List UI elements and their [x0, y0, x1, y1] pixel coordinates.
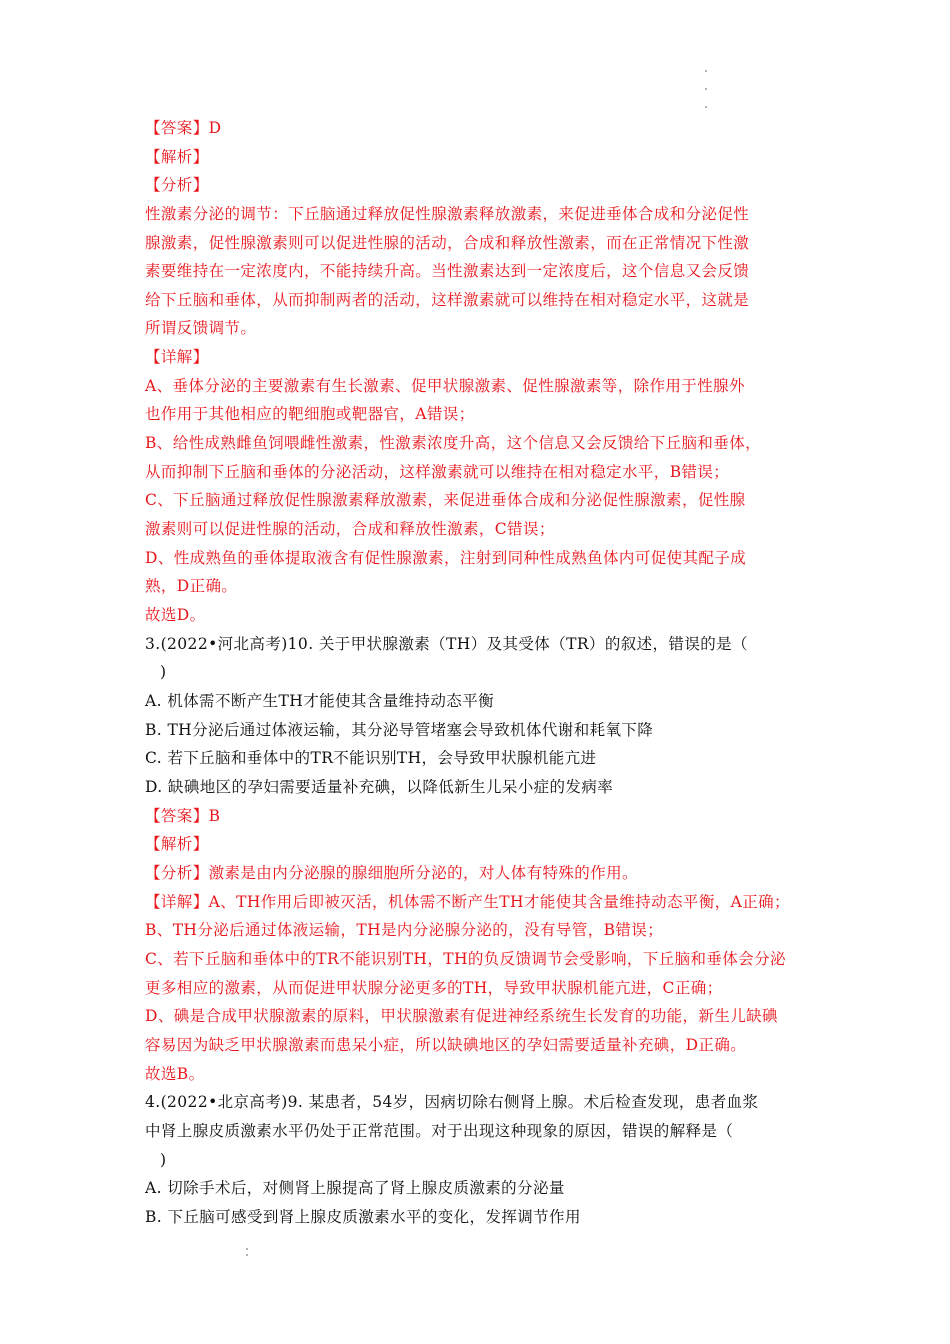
option-c: C. 若下丘脑和垂体中的TR不能识别TH，会导致甲状腺机能亢进: [145, 749, 597, 767]
detail-line: C、下丘脑通过释放促性腺激素释放激素，来促进垂体合成和分泌促性腺激素，促性腺: [145, 491, 746, 509]
detail-line: C、若下丘脑和垂体中的TR不能识别TH，TH的负反馈调节会受影响，下丘脑和垂体会分泌: [145, 950, 786, 968]
scan-mark: [705, 88, 707, 90]
scan-mark: [246, 1254, 248, 1256]
detail-line: 也作用于其他相应的靶细胞或靶器官，A错误；: [145, 405, 475, 423]
detail-line: 容易因为缺乏甲状腺激素而患呆小症，所以缺碘地区的孕妇需要适量补充碘，D正确。: [145, 1036, 747, 1054]
answer-line: [145, 806, 825, 826]
answer-value: D: [208, 119, 222, 137]
question-stem: 3.(2022•河北高考)10. 关于甲状腺激素（TH）及其受体（TR）的叙述，错误的是（: [145, 635, 748, 653]
scan-mark: [705, 70, 707, 72]
option-a: A. 机体需不断产生TH才能使其含量维持动态平衡: [145, 692, 495, 710]
conclusion: 故选B。: [145, 1065, 205, 1083]
detail-line: B、给性成熟雌鱼饲喂雌性激素，性激素浓度升高，这个信息又会反馈给下丘脑和垂体，: [145, 434, 761, 452]
answer-value: B: [208, 807, 221, 825]
fenxi-tag: 【分析】: [145, 864, 209, 882]
fenxi-line: 腺激素，促性腺激素则可以促进性腺的活动，合成和释放性激素，而在正常情况下性激: [145, 234, 750, 252]
question-stem: 4.(2022•北京高考)9. 某患者，54岁，因病切除右侧肾上腺。术后检查发现，患者血浆: [145, 1093, 759, 1111]
answer-tag: 【答案】: [145, 119, 209, 137]
detail-line: 激素则可以促进性腺的活动，合成和释放性激素，C错误；: [145, 520, 555, 538]
detail-line: 更多相应的激素，从而促进甲状腺分泌更多的TH，导致甲状腺机能亢进，C正确；: [145, 979, 723, 997]
fenxi-line: 素要维持在一定浓度内，不能持续升高。当性激素达到一定浓度后，这个信息又会反馈: [145, 262, 750, 280]
detail-line: D、性成熟鱼的垂体提取液含有促性腺激素，注射到同种性成熟鱼体内可促使其配子成: [145, 549, 747, 567]
detail-tag: 【详解】: [145, 893, 209, 911]
detail-text: A、TH作用后即被灭活，机体需不断产生TH才能使其含量维持动态平衡，A正确；: [208, 893, 790, 911]
question-stem-cont: 中肾上腺皮质激素水平仍处于正常范围。对于出现这种现象的原因，错误的解释是（: [145, 1122, 734, 1140]
detail-tag: 【详解】: [145, 348, 209, 366]
analysis-tag: 【解析】: [145, 835, 209, 853]
answer-line: [145, 118, 825, 138]
fenxi-tag: 【分析】: [145, 176, 209, 194]
detail-line: 熟，D正确。: [145, 577, 238, 595]
fenxi-text: 激素是由内分泌腺的腺细胞所分泌的，对人体有特殊的作用。: [208, 864, 638, 882]
detail-line: D、碘是合成甲状腺激素的原料，甲状腺激素有促进神经系统生长发育的功能，新生儿缺碘: [145, 1007, 778, 1025]
option-b: B. 下丘脑可感受到肾上腺皮质激素水平的变化，发挥调节作用: [145, 1208, 581, 1226]
option-a: A. 切除手术后，对侧肾上腺提高了肾上腺皮质激素的分泌量: [145, 1179, 565, 1197]
fenxi-line: 给下丘脑和垂体，从而抑制两者的活动，这样激素就可以维持在相对稳定水平，这就是: [145, 291, 750, 309]
question-stem-cont: ): [160, 1151, 167, 1169]
detail-line: [145, 892, 825, 912]
detail-line: A、垂体分泌的主要激素有生长激素、促甲状腺激素、促性腺激素等，除作用于性腺外: [145, 377, 745, 395]
scan-mark: [705, 106, 707, 108]
scan-mark: [246, 1248, 248, 1250]
conclusion: 故选D。: [145, 606, 206, 624]
fenxi-line: [145, 863, 825, 883]
question-stem-cont: ): [160, 663, 167, 681]
detail-line: 从而抑制下丘脑和垂体的分泌活动，这样激素就可以维持在相对稳定水平，B错误；: [145, 463, 730, 481]
analysis-tag: 【解析】: [145, 148, 209, 166]
fenxi-line: 所谓反馈调节。: [145, 319, 257, 337]
answer-tag: 【答案】: [145, 807, 209, 825]
detail-line: B、TH分泌后通过体液运输，TH是内分泌腺分泌的，没有导管，B错误；: [145, 921, 664, 939]
option-b: B. TH分泌后通过体液运输，其分泌导管堵塞会导致机体代谢和耗氧下降: [145, 721, 654, 739]
fenxi-line: 性激素分泌的调节：下丘脑通过释放促性腺激素释放激素，来促进垂体合成和分泌促性: [145, 205, 750, 223]
option-d: D. 缺碘地区的孕妇需要适量补充碘，以降低新生儿呆小症的发病率: [145, 778, 614, 796]
